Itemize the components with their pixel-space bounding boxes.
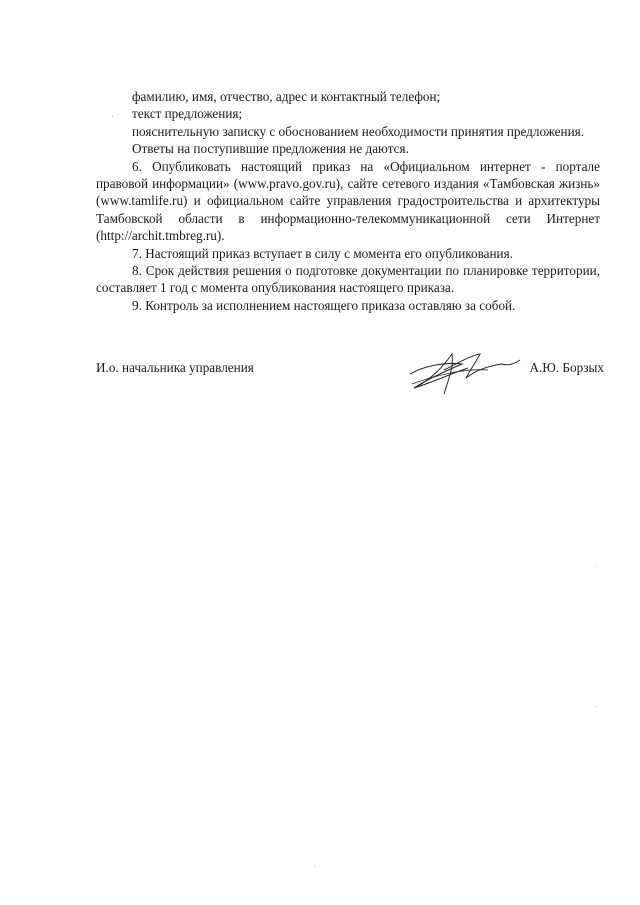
paragraph-item-8: 8. Срок действия решения о подготовке документации по планировке территории, составляет 1 год с момента опубликования настоящего приказа. (96, 263, 600, 296)
paragraph-item-7: 7. Настоящий приказ вступает в силу с момента его опубликования. (132, 245, 513, 261)
signature-block (96, 358, 604, 418)
list-item-explanatory-note: пояснительную записку с обоснованием необходимости принятия предложения. (132, 123, 584, 139)
paragraph-item-9: 9. Контроль за исполнением настоящего приказа оставляю за собой. (132, 297, 516, 313)
signatory-name: А.Ю. Борзых (529, 360, 604, 375)
document-body (96, 88, 600, 314)
list-item-fullname: фамилию, имя, отчество, адрес и контактный телефон; (132, 89, 441, 104)
paragraph-item-6: 6. Опубликовать настоящий приказ на «Официальном интернет - портале правовой информации» (www.pravo.gov.ru), сайте сетевого издания «Тамбовская жизнь» (www.tamlife.ru) и официальном сайте управления градостроительства и архитектуры Тамбовской области в информационно-телекоммуникационной сети Интернет (http://archit.tmbreg.ru). (96, 158, 600, 244)
paragraph-no-replies: Ответы на поступившие предложения не даются. (132, 141, 409, 157)
scan-speck (596, 566, 597, 567)
signatory-position: И.о. начальника управления (96, 360, 254, 375)
scan-speck (112, 116, 113, 117)
handwritten-signature (404, 344, 524, 404)
list-item-text: текст предложения; (132, 106, 243, 122)
scan-speck (596, 706, 597, 707)
scan-speck (314, 866, 315, 867)
